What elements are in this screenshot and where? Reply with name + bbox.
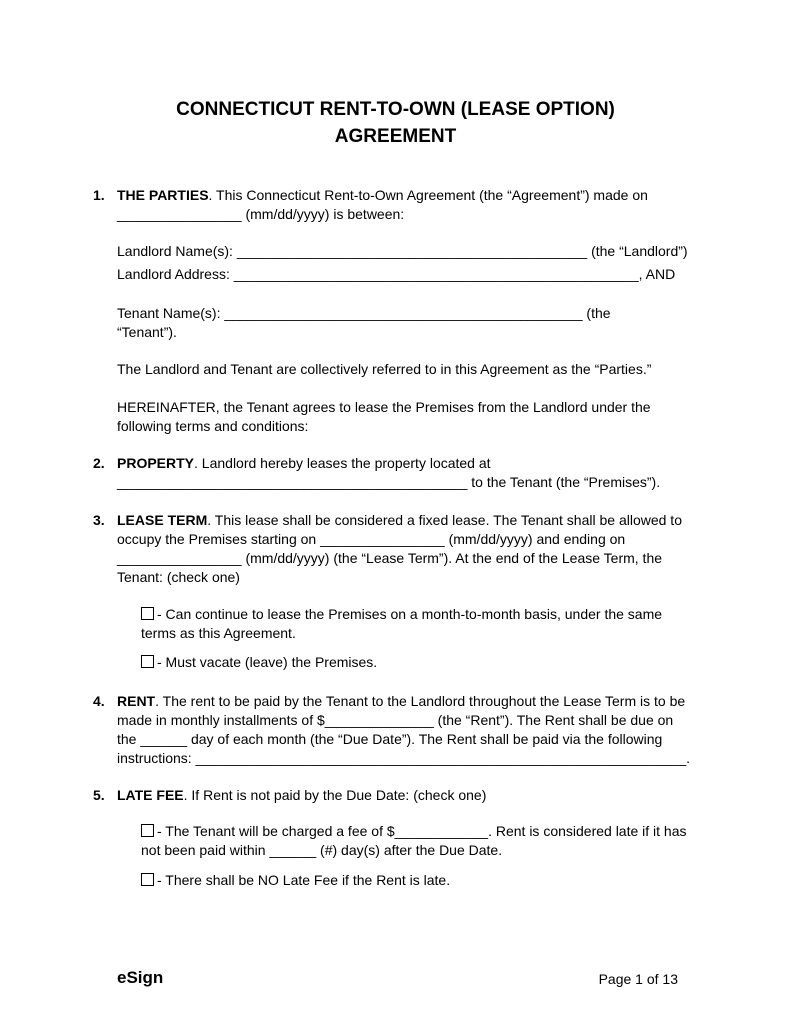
section-lease-term <box>93 511 713 587</box>
section-number: 3. <box>93 512 105 528</box>
section-parties <box>93 186 713 224</box>
lease-end-field[interactable]: ________________ (mm/dd/yyyy) (the “Lease Term”). At the end of the Lease Term, the <box>117 550 663 566</box>
tenant-name-field[interactable]: Tenant Name(s): ______________________________________________ (the <box>117 305 611 321</box>
section-rent <box>93 692 713 768</box>
brand-logo: eSign <box>117 968 164 987</box>
landlord-address-field[interactable]: Landlord Address: ____________________________________________________, AND <box>117 266 676 282</box>
section-heading: PROPERTY <box>117 455 195 471</box>
section-text: Tenant: (check one) <box>117 569 240 585</box>
section-heading: LATE FEE <box>117 787 184 803</box>
lease-start-field[interactable]: occupy the Premises starting on ________________ (mm/dd/yyyy) and ending on <box>117 531 626 547</box>
section-heading: LEASE TERM <box>117 512 208 528</box>
section-text: . This Connecticut Rent-to-Own Agreement (the “Agreement”) made on <box>208 187 648 203</box>
checkbox[interactable] <box>141 655 154 668</box>
checkbox[interactable] <box>141 873 154 886</box>
due-day-field[interactable]: the ______ day of each month (the “Due Date”). The Rent shall be paid via the following <box>117 731 663 747</box>
document-title <box>0 96 791 150</box>
property-address-field[interactable]: _____________________________________________ to the Tenant (the “Premises”). <box>117 474 661 490</box>
paragraph-line: following terms and conditions: <box>117 418 309 434</box>
section-heading: THE PARTIES <box>117 187 209 203</box>
option-text: - Can continue to lease the Premises on a month-to-month basis, under the same <box>157 606 663 622</box>
hereinafter-paragraph <box>117 398 707 436</box>
option-text: - There shall be NO Late Fee if the Rent is late. <box>157 872 451 888</box>
option-text: - The Tenant will be charged a fee of $____________. Rent is considered late if it has <box>157 823 687 839</box>
section-number: 1. <box>93 187 105 203</box>
title-line-1: CONNECTICUT RENT-TO-OWN (LEASE OPTION) <box>176 99 615 120</box>
section-number: 5. <box>93 787 105 803</box>
landlord-name-field[interactable]: Landlord Name(s): _____________________________________________ (the “Landlord”) <box>117 243 688 259</box>
section-text: . If Rent is not paid by the Due Date: (check one) <box>183 787 487 803</box>
section-text: . Landlord hereby leases the property located at <box>194 455 491 471</box>
section-text: . This lease shall be considered a fixed lease. The Tenant shall be allowed to <box>207 512 682 528</box>
option-month-to-month <box>141 605 711 643</box>
payment-instructions-field[interactable]: instructions: _______________________________________________________________. <box>117 750 691 766</box>
rent-amount-field[interactable]: made in monthly installments of $______________ (the “Rent”). The Rent shall be due on <box>117 712 674 728</box>
section-heading: RENT <box>117 693 156 709</box>
option-text: terms as this Agreement. <box>141 625 296 641</box>
parties-paragraph: The Landlord and Tenant are collectively referred to in this Agreement as the “Parties.” <box>117 361 652 377</box>
checkbox[interactable] <box>141 824 154 837</box>
section-number: 4. <box>93 693 105 709</box>
tenant-label: “Tenant”). <box>117 324 177 340</box>
page-number: Page 1 of 13 <box>598 971 678 987</box>
option-must-vacate <box>141 653 711 672</box>
checkbox[interactable] <box>141 607 154 620</box>
paragraph-line: HEREINAFTER, the Tenant agrees to lease the Premises from the Landlord under the <box>117 399 651 415</box>
section-number: 2. <box>93 455 105 471</box>
section-late-fee <box>93 786 713 805</box>
section-text: ________________ (mm/dd/yyyy) is between: <box>117 206 405 222</box>
section-text: . The rent to be paid by the Tenant to the Landlord throughout the Lease Term is to be <box>155 693 686 709</box>
option-text: - Must vacate (leave) the Premises. <box>157 654 378 670</box>
option-no-late-fee <box>141 871 711 890</box>
option-late-fee <box>141 822 711 860</box>
section-property <box>93 454 713 492</box>
title-line-2: AGREEMENT <box>334 126 457 147</box>
option-text: not been paid within ______ (#) day(s) after the Due Date. <box>141 842 503 858</box>
